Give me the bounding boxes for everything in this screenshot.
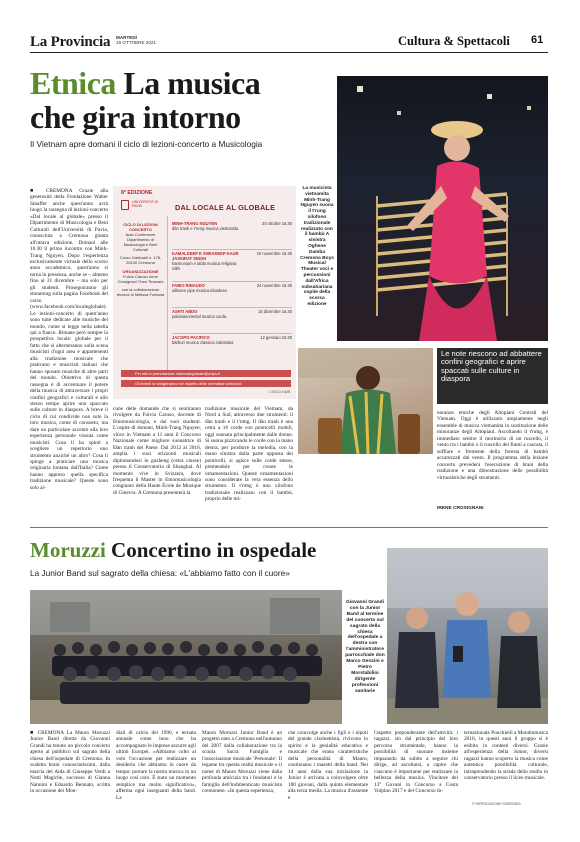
article1-col4: noranze etniche degli Altopiani Centrali del Vietnam. Oggi è utilizzato ampiamente negli ensemble di musica vietnamita in sostituzione delle minoranze degli Altopiani. Ascoltando il t'rưng, è immediato sentire il mormorio di un ruscello, il vento tra i bambù o il ruscello dei fiumi a cascata, il soffiare e fremente della foresta di bambù accarezzati dal vento. Il programma della lezione concerto prevederà l'esecuzione di brani della tradizione e una dimostrazione delle possibilità virtuosistiche degli strumenti. [437,410,548,481]
officials-photo [387,548,548,724]
programme-box [113,186,296,399]
event-date: 20 ottobre 16.30 [262,221,292,226]
article2-col1 [30,730,110,808]
subhead: Il Vietnam apre domani il ciclo di lezioni-concerto a Musicologia [30,139,263,149]
headline-line2: che gira intorno [30,99,241,135]
programme-left-text: Fulvia Caruso Irene Crosignani Thea Tiramani [117,274,164,284]
headline [30,66,330,134]
subhead2: La Junior Band sul sagrato della chiesa: «L'abbiamo fatto con il cuore» [30,568,290,578]
event-date: 12 gennaio 16.30 [260,335,292,340]
article1-col1 [30,188,108,518]
reserved-notice: © RIPRODUZIONE RISERVATA [472,802,521,806]
pull-quote: Le note riescono ad abbattere confini geografici e aprire spaccati sulle culture in diaspora [437,348,548,404]
programme-left-block [116,255,165,265]
programme-credit: L'EGO-HUB [269,390,290,394]
musician-illustration [337,76,548,341]
programme-left-heading: CICLO DI LEZIONI CONCERTO [123,222,158,232]
event-name: FABIO RINAUDO [172,283,205,288]
issue-date [116,35,156,46]
programme-covid-note: Gli eventi si svolgeranno nel rispetto delle normative anticovid [135,381,242,386]
programme-event [172,334,292,360]
photo3-caption: Giovanni Grandi con la Junior Band al termine del concerto sul sagrato della chiesa dell'ospedale a destra con l'amministratore parrocchiale don Marco Genzini e Pietro Morstabilini dirigente professioni sanitarie [345,600,385,694]
article2-col6: ternazionale Ponchielli a Mondomusica 2016, in questi anni il gruppo si è esibito in contesti diversi. Grazie all'esperienza della Junior, diversi ragazzi hanno scoperto la musica come autentica possibilità culturale, intraprendendo la strada dello studio in conservatorio presso il liceo musicale. [464,730,548,782]
university-crest-icon [121,200,129,210]
article2-col2: diali di calcio del 1990, e ternata annuale come inno che ha accompagnato le imprese azzurre agli ultimi Europei. «Abbiamo colto al volo l'occasione per realizzare un desiderio che abbiamo in cuore da tempo: portare la nostra musica in un luogo così caro. È stato un momento semplice ma molto significativo», afferma ogni inseguanti della band. La [116,730,196,801]
article2-col1-text: CREMONA La Mauro Moruzzi Junior Band diretta da Giovanni Grandi ha tenuto un piccolo concerto aperto al pubblico sul sagrato della chiesa dell'ospedale di Cremona. In scaletta brani conosciutissimi, dalla marcia del Aida di Giuseppe Verdi a Notti Magiche, successo di Gianna Nannini e Edoardo Bennato, scritta in occasione dei Mon- [30,730,110,795]
programme-event [172,250,292,282]
event-name: JACOPO PACIFICO [172,335,210,340]
event-desc: harmonium e tabla musica religiosa Sikh [172,260,237,271]
issue-weekday: MARTEDÌ [116,35,137,40]
photo1-caption: La musicista vietnamita Minh-Trang Nguyen suona il t'rung xilofono tradizionale realizzato con il bambù A sinistra Oghene Damba Cremona Boys Musical Theater voci e percussioni dall'Africa subsahariana ospite della scorsa edizione [300,186,334,307]
band-illustration [30,590,342,724]
article2-col5: l'aspetto preponderante dell'attività: i ragazzi, sin dal principio del loro percorso strumentale, hanno la possibilità di suonare insieme imparando da subito a seguire chi dirige, ad ascoltarsi, a capire che ciascuno è importante per realizzare la bellezza della musica. Vincitore del 13° Govani in Concorso a Costa Volpino 2017 e del Concorso In- [374,730,458,795]
programme-contact: Per info e prenotazioni: dalloealeglobale@unipv.it [135,371,221,376]
programme-left-block [116,287,165,297]
programme-event [172,308,292,334]
band-photo [30,590,342,724]
programme-title: DAL LOCALE AL GLOBALE [175,203,276,212]
programme-info-line [121,370,291,377]
event-desc: pakistanoriental musica curda [172,313,227,319]
article1-col2: cune delle domande che si sentiranno rivolgere da Fulvia Caruso, docente di Etnomusicologia, e dai suoi studenti. L'ospite di domani, Minh-Trang Nguyen, vince in Vietnam a 11 anni il Concorso Nazionale come migliore suonatrice di Đàn tranh del Paese. Dal 2012 al 2016, amplia i suoi orizzonti musicali diplomandosi in guzheng (cetra cinese) presso il Conservatorio di Shanghai. Al momento vive in Svizzera, dove frequenta il Master in Etnomusicologia congiunto della Haute École de Musique di Ginevra. A Cremona presenterà la [113,406,201,496]
programme-left-block [116,269,165,284]
event-date: 24 novembre 16.30 [256,283,292,288]
article1-dateline: ■ [30,188,46,194]
section-title: Cultura & Spettacoli [398,34,510,48]
headline2 [30,538,316,562]
headline2-text: Concertino in ospedale [111,538,317,562]
header-rule [30,52,548,53]
officials-illustration [387,548,548,724]
performer-illustration [298,348,433,454]
event-name: KAMALDEEP E SHRADEEP KAUR JASKIRAT SINGH [172,251,239,261]
headline-accent: Etnica [30,65,116,101]
programme-university: UNIVERSITÀ DI PAVIA [132,200,159,209]
issue-date-text: 19 OTTOBRE 2021 [116,40,157,46]
article1-col3: tradizione musicale del Vietnam, da Nord a Sud, attraverso due strumenti: il đàn tranh e il t'rưng. Il đàn tranh è una cetra a 16 corde con ponticelli mobili, oggi suonata principalmente dalle donne. Si suona pizzicando le corde con la mano destra, per produrre la melodia, con la mano sinistra dalla parte opposta dei ponticelli, si agisce sulle corde stesse, premendole per creare le ornamentazioni. Queste ornamentazioni sono considerate la vera essenza dello strumento. Il t'rưng è uno xilofono tradizionale realizzato con il bambù, proprio delle mi- [205,406,293,503]
article2-col4: che coinvolge anche i figli e i nipoti del grande clarinettista, rivivono lo spirito e la genialità educativa e musicale che erano caratteristiche della personalità di Mauro, continuano i maestri della band. Nei 14 anni dalla sua iniziazione la Junior è arrivata a coinvolgere oltre 180 giovani, dalla quinta elementare alla terza media. La musica d'assieme è [288,730,368,801]
event-desc: đàn tranh e t'rưng musica vietnamita [172,225,239,231]
programme-event [172,282,292,308]
programme-event [172,222,292,250]
programme-events [172,222,292,360]
programme-info-line2 [121,380,291,387]
masthead [30,33,110,51]
programme-left-heading: ORGANIZZAZIONE [122,269,159,274]
event-name: ASHTI ABDO [172,309,198,314]
event-date: 10 novembre 16.30 [256,251,292,256]
event-desc: uilleann pipe musica irlandese [172,287,227,293]
performer-photo [298,348,433,454]
event-desc: bàrburi musica classica indostana [172,339,234,345]
musician-photo [337,76,548,341]
article2-dateline: ■ [30,730,38,736]
event-name: MINH-TRANG NGUYEN [172,221,218,226]
article2-col3: Mauro Moruzzi Junior Band è un progetto nato a Cremona nell'autunno del 2007 dalla collaborazione tra la scuola Sacra Famiglia e l'associazione musicale 'Personale'. Il legame tra questa realtà musicale e il nome di Mauro Moruzzi viene dalla profonda amicizia tra i fondatori e la famiglia dell'indimenticato musicista cremonese. «In questa esperienza, [202,730,282,795]
programme-left-block [116,222,165,252]
event-date: 15 dicembre 16.30 [258,309,292,314]
headline-line1: La musica [123,65,261,101]
programme-edition: 8ª EDIZIONE [121,190,153,196]
programme-divider [167,216,168,371]
programme-left-text: Aula Conferenze Dipartimento di Musicologia e Beni Culturali [123,232,158,252]
programme-left-text: Corso Garibaldi n. 178, 26100 Cremona [119,255,162,265]
programme-info [116,222,165,297]
article1-byline: IRENE CROSIGNANI [437,506,484,511]
programme-left-text: con la collaborazione tecnica di Melissa Fontana [116,287,165,297]
article1-col1-text: CREMONA Grazie alla generosità della Fondazione Walter Stauffer anche quest'anno avrà luogo la rassegna di lezioni-concerto «Dal locale al globale» presso il Dipartimento di Musicologia e Beni Culturali dell'Università di Pavia, conosciuta a Cremona giunta all'ottava edizione. Domani alle 16.30 il primo incontro con Minh-Trang Nguyen. Dopo l'esperienza esclusivamente virtuale dello scorso anno accademico, quest'anno si torna in presenza, anche se – almeno fino al 31 dicembre – ma solo per gli studenti. Proseguiranno gli streaming sulla pagina Facebook del corso (www.facebook.com/localeglobale). Le lezioni-concerto di quest'anno sono tutte dedicate alle musiche del mondo, come si legge nella tabella qui a fianco. Rimane però sempre la prospettiva locale: globale per il fatto che si alterneranno sulla scena musicisti d'ogni area e appartenenti alla tradizione musicale che praticano e musicisti italiani che hanno sposato musiche di altre parti del mondo. Obiettivo di questa rassegna è di accentuare il potere della musica di attraversare i propri confini geografici e culturali e allo stesso tempo aprire uno spaccato sulle culture in diaspora. A breve il ciclo di cui condivide non solo la loro musica, come di consueto, ma dare un particolare accento alla loro esperienza personale vissuta come musicisti. Cosa li ha spinti a scegliere un repertorio uno strumento anziché un altro? Cosa li spinge a praticare una musica originaria lontana dall'Italia? Come hanno appreso quella specifica tradizione musicale? Queste sono solo al- [30,188,108,491]
headline2-accent: Moruzzi [30,538,106,562]
masthead-title: La Provincia [30,34,111,50]
page-number: 61 [531,34,544,46]
article-separator [30,527,548,528]
